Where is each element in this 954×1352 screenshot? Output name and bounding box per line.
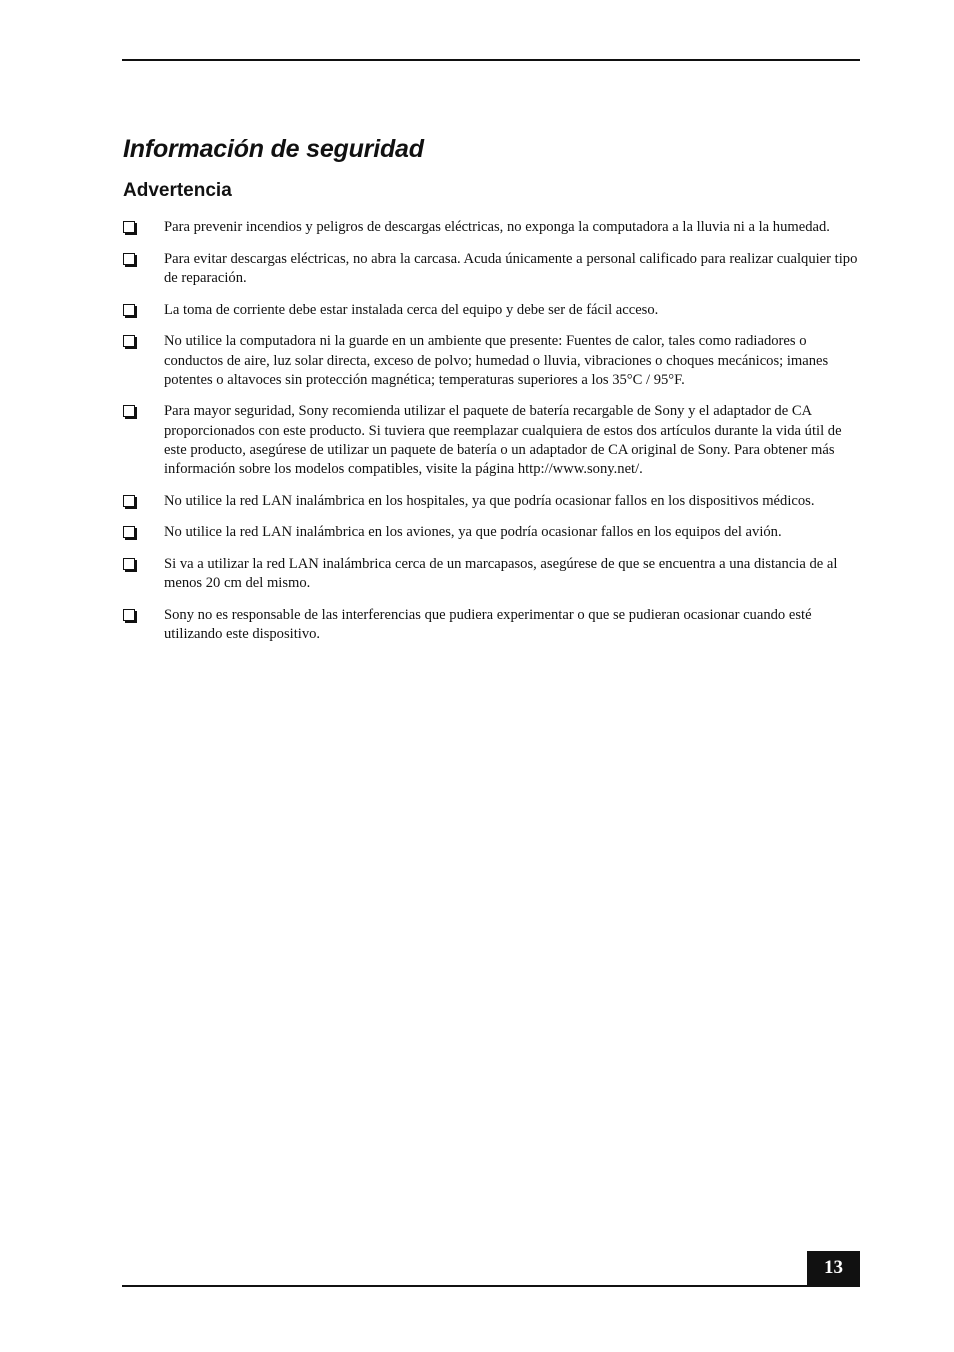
page-title: Información de seguridad xyxy=(123,135,424,163)
warning-item xyxy=(122,250,862,288)
warning-list xyxy=(122,218,862,657)
checkbox-bullet-icon xyxy=(123,405,135,417)
warning-text: La toma de corriente debe estar instalada cerca del equipo y debe ser de fácil acceso. xyxy=(164,301,659,318)
checkbox-bullet-icon xyxy=(123,335,135,347)
checkbox-bullet-icon xyxy=(123,495,135,507)
warning-item xyxy=(122,218,862,237)
checkbox-bullet-icon xyxy=(123,609,135,621)
warning-text: No utilice la computadora ni la guarde en un ambiente que presente: Fuentes de calor, tales como radiadores o conductos de aire, luz solar directa, exceso de polvo; humedad o lluvia, vibraciones o choques mecánicos; imanes potentes o altavoces sin protección magnética; temperaturas superiores a los 35°C / 95°F. xyxy=(164,333,829,388)
warning-text: No utilice la red LAN inalámbrica en los aviones, ya que podría ocasionar fallos en los equipos del avión. xyxy=(164,524,782,541)
checkbox-bullet-icon xyxy=(123,304,135,316)
warning-item xyxy=(122,606,862,644)
checkbox-bullet-icon xyxy=(123,526,135,538)
warning-item xyxy=(122,332,862,390)
checkbox-bullet-icon xyxy=(123,558,135,570)
checkbox-bullet-icon xyxy=(123,221,135,233)
warning-item xyxy=(122,555,862,593)
warning-text: Sony no es responsable de las interferencias que pudiera experimentar o que se pudieran ocasionar cuando esté utilizando este dispositivo. xyxy=(164,607,812,643)
page-number: 13 xyxy=(807,1251,860,1287)
warning-item xyxy=(122,523,862,542)
warning-item xyxy=(122,492,862,511)
warning-text: Para prevenir incendios y peligros de descargas eléctricas, no exponga la computadora a la lluvia ni a la humedad. xyxy=(164,219,830,235)
warning-text: No utilice la red LAN inalámbrica en los hospitales, ya que podría ocasionar fallos en los dispositivos médicos. xyxy=(164,492,815,509)
warning-text: Para mayor seguridad, Sony recomienda utilizar el paquete de batería recargable de Sony y el adaptador de CA proporcionados con este producto. Si tuviera que reemplazar cualquiera de estos dos artículos durante la vida útil de este producto, asegúrese de utilizar un paquete de batería o un adaptador de CA original de Sony. Para obtener más información sobre los modelos compatibles, visite la página http://www.sony.net/. xyxy=(164,403,842,478)
warning-text: Si va a utilizar la red LAN inalámbrica cerca de un marcapasos, asegúrese de que se encuentra a una distancia de al menos 20 cm del mismo. xyxy=(164,556,838,592)
footer-divider xyxy=(122,1285,860,1287)
section-heading: Advertencia xyxy=(123,180,232,201)
checkbox-bullet-icon xyxy=(123,253,135,265)
warning-text: Para evitar descargas eléctricas, no abra la carcasa. Acuda únicamente a personal calificado para realizar cualquier tipo de reparación. xyxy=(164,250,858,286)
warning-item xyxy=(122,402,862,479)
header-divider xyxy=(122,59,860,61)
warning-item xyxy=(122,301,862,320)
